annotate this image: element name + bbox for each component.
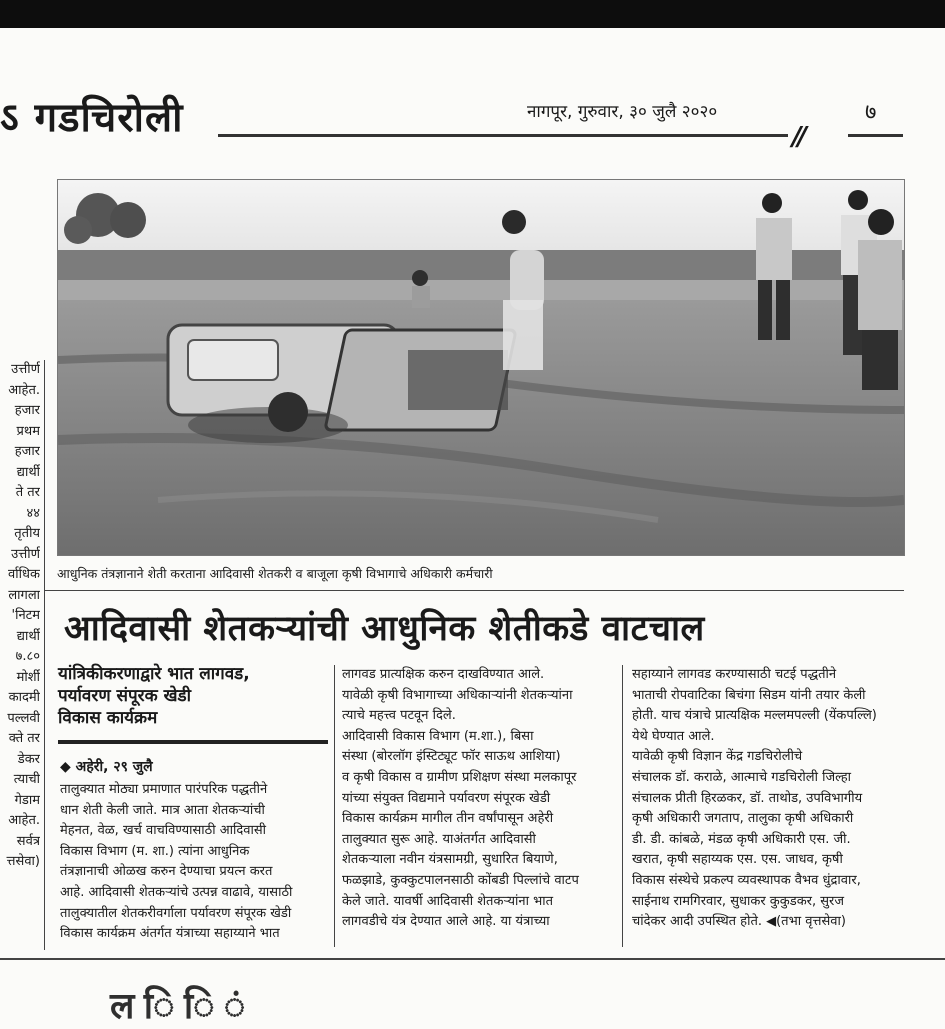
photo-illustration	[58, 180, 904, 555]
article-line: केले जाते. यावर्षी आदिवासी शेतकऱ्यांना भात	[342, 893, 553, 909]
article-line: विकास कार्यक्रम मागील तीन वर्षांपासून अहेरी	[342, 811, 554, 827]
fragment-line: आहेत.	[8, 813, 40, 828]
masthead-title: ऽ गडचिरोली	[0, 95, 184, 141]
fragment-line: ते तर	[15, 485, 40, 500]
article-line: विकास कार्यक्रम अंतर्गत यंत्राच्या सहाय्याने भात	[60, 926, 280, 942]
fragment-line: मोर्शी	[16, 669, 40, 685]
article-line: लागवडीचे यंत्र देण्यात आले आहे. या यंत्राच्या	[342, 914, 550, 930]
article-line: यावेळी कृषी विभागाच्या अधिकाऱ्यांनी शेतकऱ्यांना	[342, 687, 573, 703]
fragment-line: त्याची	[13, 772, 40, 787]
article-line: डी. डी. कांबळे, मंडळ कृषी अधिकारी एस. जी.	[632, 831, 851, 847]
fragment-line: डेकर	[17, 751, 40, 767]
article-column-1	[60, 780, 328, 945]
article-line: तालुक्यातील शेतकरीवर्गाला पर्यावरण संपूरक खेडी	[60, 905, 292, 921]
article-line: खरात, कृषी सहाय्यक एस. एस. जाधव, कृषी	[632, 852, 843, 868]
fragment-line: क्ते तर	[8, 731, 40, 746]
caption-rule	[44, 590, 904, 591]
fragment-line: द्यार्थी	[16, 464, 40, 480]
article-line: कृषी अधिकारी जगताप, तालुका कृषी अधिकारी	[632, 811, 854, 827]
news-photo	[57, 179, 905, 556]
fragment-line: गेडाम	[14, 792, 40, 808]
article-line: फळझाडे, कुक्कुटपालनसाठी कोंबडी पिल्लांचे वाटप	[342, 872, 579, 888]
photo-caption: आधुनिक तंत्रज्ञानाने शेती करताना आदिवासी शेतकरी व बाजूला कृषी विभागाचे अधिकारी कर्मचारी	[57, 566, 493, 581]
article-line: तालुक्यात मोठ्या प्रमाणात पारंपरिक पद्धतीने	[60, 782, 268, 797]
subheading-line-1: यांत्रिकीकरणाद्वारे भात लागवड,	[58, 664, 250, 684]
article-line: आदिवासी विकास विभाग (म.शा.), बिसा	[342, 728, 534, 744]
fragment-line: ४४	[26, 505, 40, 521]
article-line: धान शेती केली जाते. मात्र आता शेतकऱ्यांची	[60, 802, 265, 818]
page-number: ७	[865, 100, 877, 125]
article-line: आहे. आदिवासी शेतकऱ्यांचे उत्पन्न वाढावे, यासाठी	[60, 884, 293, 900]
article-line: यावेळी कृषी विज्ञान केंद्र गडचिरोलीचे	[632, 749, 803, 765]
article-line: यांच्या संयुक्त विद्यमाने पर्यावरण संपूरक खेडी	[342, 790, 551, 806]
article-column-2	[342, 665, 612, 933]
article-line: विकास विभाग (म. शा.) त्यांना आधुनिक	[60, 843, 250, 859]
headline: आदिवासी शेतकऱ्यांची आधुनिक शेतीकडे वाटचाल	[64, 609, 705, 649]
fragment-line: र्वाधिक	[8, 567, 40, 582]
article-line: येथे घेण्यात आले.	[632, 728, 715, 744]
fragment-line: 'निटम	[11, 608, 40, 623]
article-line: लागवड प्रात्यक्षिक करुन दाखविण्यात आले.	[342, 667, 545, 682]
fragment-line: कादमी	[8, 690, 40, 705]
article-line: त्याचे महत्त्व पटवून दिले.	[342, 708, 456, 724]
article-column-3	[632, 665, 902, 933]
article-line: भाताची रोपवाटिका बिचंगा सिडम यांनी तयार केली	[632, 687, 866, 703]
fragment-line: उत्तीर्ण	[11, 546, 40, 562]
dateline: नागपूर, गुरुवार, ३० जुलै २०२०	[527, 102, 718, 122]
article-line: विकास संस्थेचे प्रकल्प व्यवस्थापक वैभव धुंद्रावार,	[632, 872, 861, 888]
fragment-line: हजार	[14, 403, 40, 418]
masthead-rule-right	[848, 134, 903, 137]
dateline-byline: ◆ अहेरी, २९ जुलै	[60, 759, 153, 775]
next-headline-fragment: ल ि ि ं	[110, 986, 246, 1027]
subheading-line-3: विकास कार्यक्रम	[58, 708, 158, 728]
article-line: संचालक प्रीती हिरळकर, डॉ. ताथोड, उपविभागीय	[632, 790, 863, 806]
subheading-line-2: पर्यावरण संपूरक खेडी	[58, 686, 192, 706]
fragment-line: ७.८०	[15, 649, 40, 664]
article-line: सहाय्याने लागवड करण्यासाठी चटई पद्धतीने	[632, 667, 837, 682]
article-line: संस्था (बोरलॉग इंस्टिट्यूट फॉर साऊथ आशिया)	[342, 749, 561, 765]
fragment-line: सर्वत्र	[16, 833, 40, 849]
subheading	[58, 663, 328, 729]
fragment-line: हजार	[14, 444, 40, 459]
bottom-rule	[0, 958, 945, 960]
fragment-line: द्यार्थी	[16, 628, 40, 644]
fragment-line: त्तसेवा)	[6, 854, 40, 869]
top-black-bar	[0, 0, 945, 28]
subheading-rule	[58, 740, 328, 744]
article-line: मेहनत, वेळ, खर्च वाचविण्यासाठी आदिवासी	[60, 823, 267, 839]
column-divider	[334, 665, 335, 947]
article-line: व कृषी विकास व ग्रामीण प्रशिक्षण संस्था मलकापूर	[342, 769, 577, 785]
article-line: तंत्रज्ञानाची ओळख करुन देण्याचा प्रयत्न करत	[60, 864, 273, 880]
article-line: शेतकऱ्याला नवीन यंत्रसामग्री, सुधारित बियाणे,	[342, 852, 558, 868]
column-divider	[44, 360, 45, 950]
decorative-slashes: //	[792, 122, 803, 152]
article-line: संचालक डॉ. कराळे, आत्माचे गडचिरोली जिल्हा	[632, 769, 851, 785]
fragment-line: लागला	[8, 587, 40, 603]
fragment-line: प्रथम	[16, 423, 40, 439]
article-line: तालुक्यात सुरू आहे. याअंतर्गत आदिवासी	[342, 831, 536, 847]
fragment-line: उत्तीर्ण	[11, 362, 40, 377]
fragment-line: आहेत.	[8, 382, 40, 398]
fragment-line: तृतीय	[14, 526, 40, 541]
fragment-line: पल्लवी	[7, 710, 40, 726]
article-line: होती. याच यंत्राचे प्रात्यक्षिक मल्लमपल्ली (येंकपल्लि)	[632, 708, 877, 724]
article-line: चांदेकर आदी उपस्थित होते. ◀(तभा वृत्तसेवा)	[632, 914, 846, 930]
article-line: साईनाथ रामगिरवार, सुधाकर कुकुडकर, सुरज	[632, 893, 845, 909]
masthead-rule	[218, 134, 788, 137]
column-divider	[622, 665, 623, 947]
left-column-fragment	[0, 360, 40, 950]
